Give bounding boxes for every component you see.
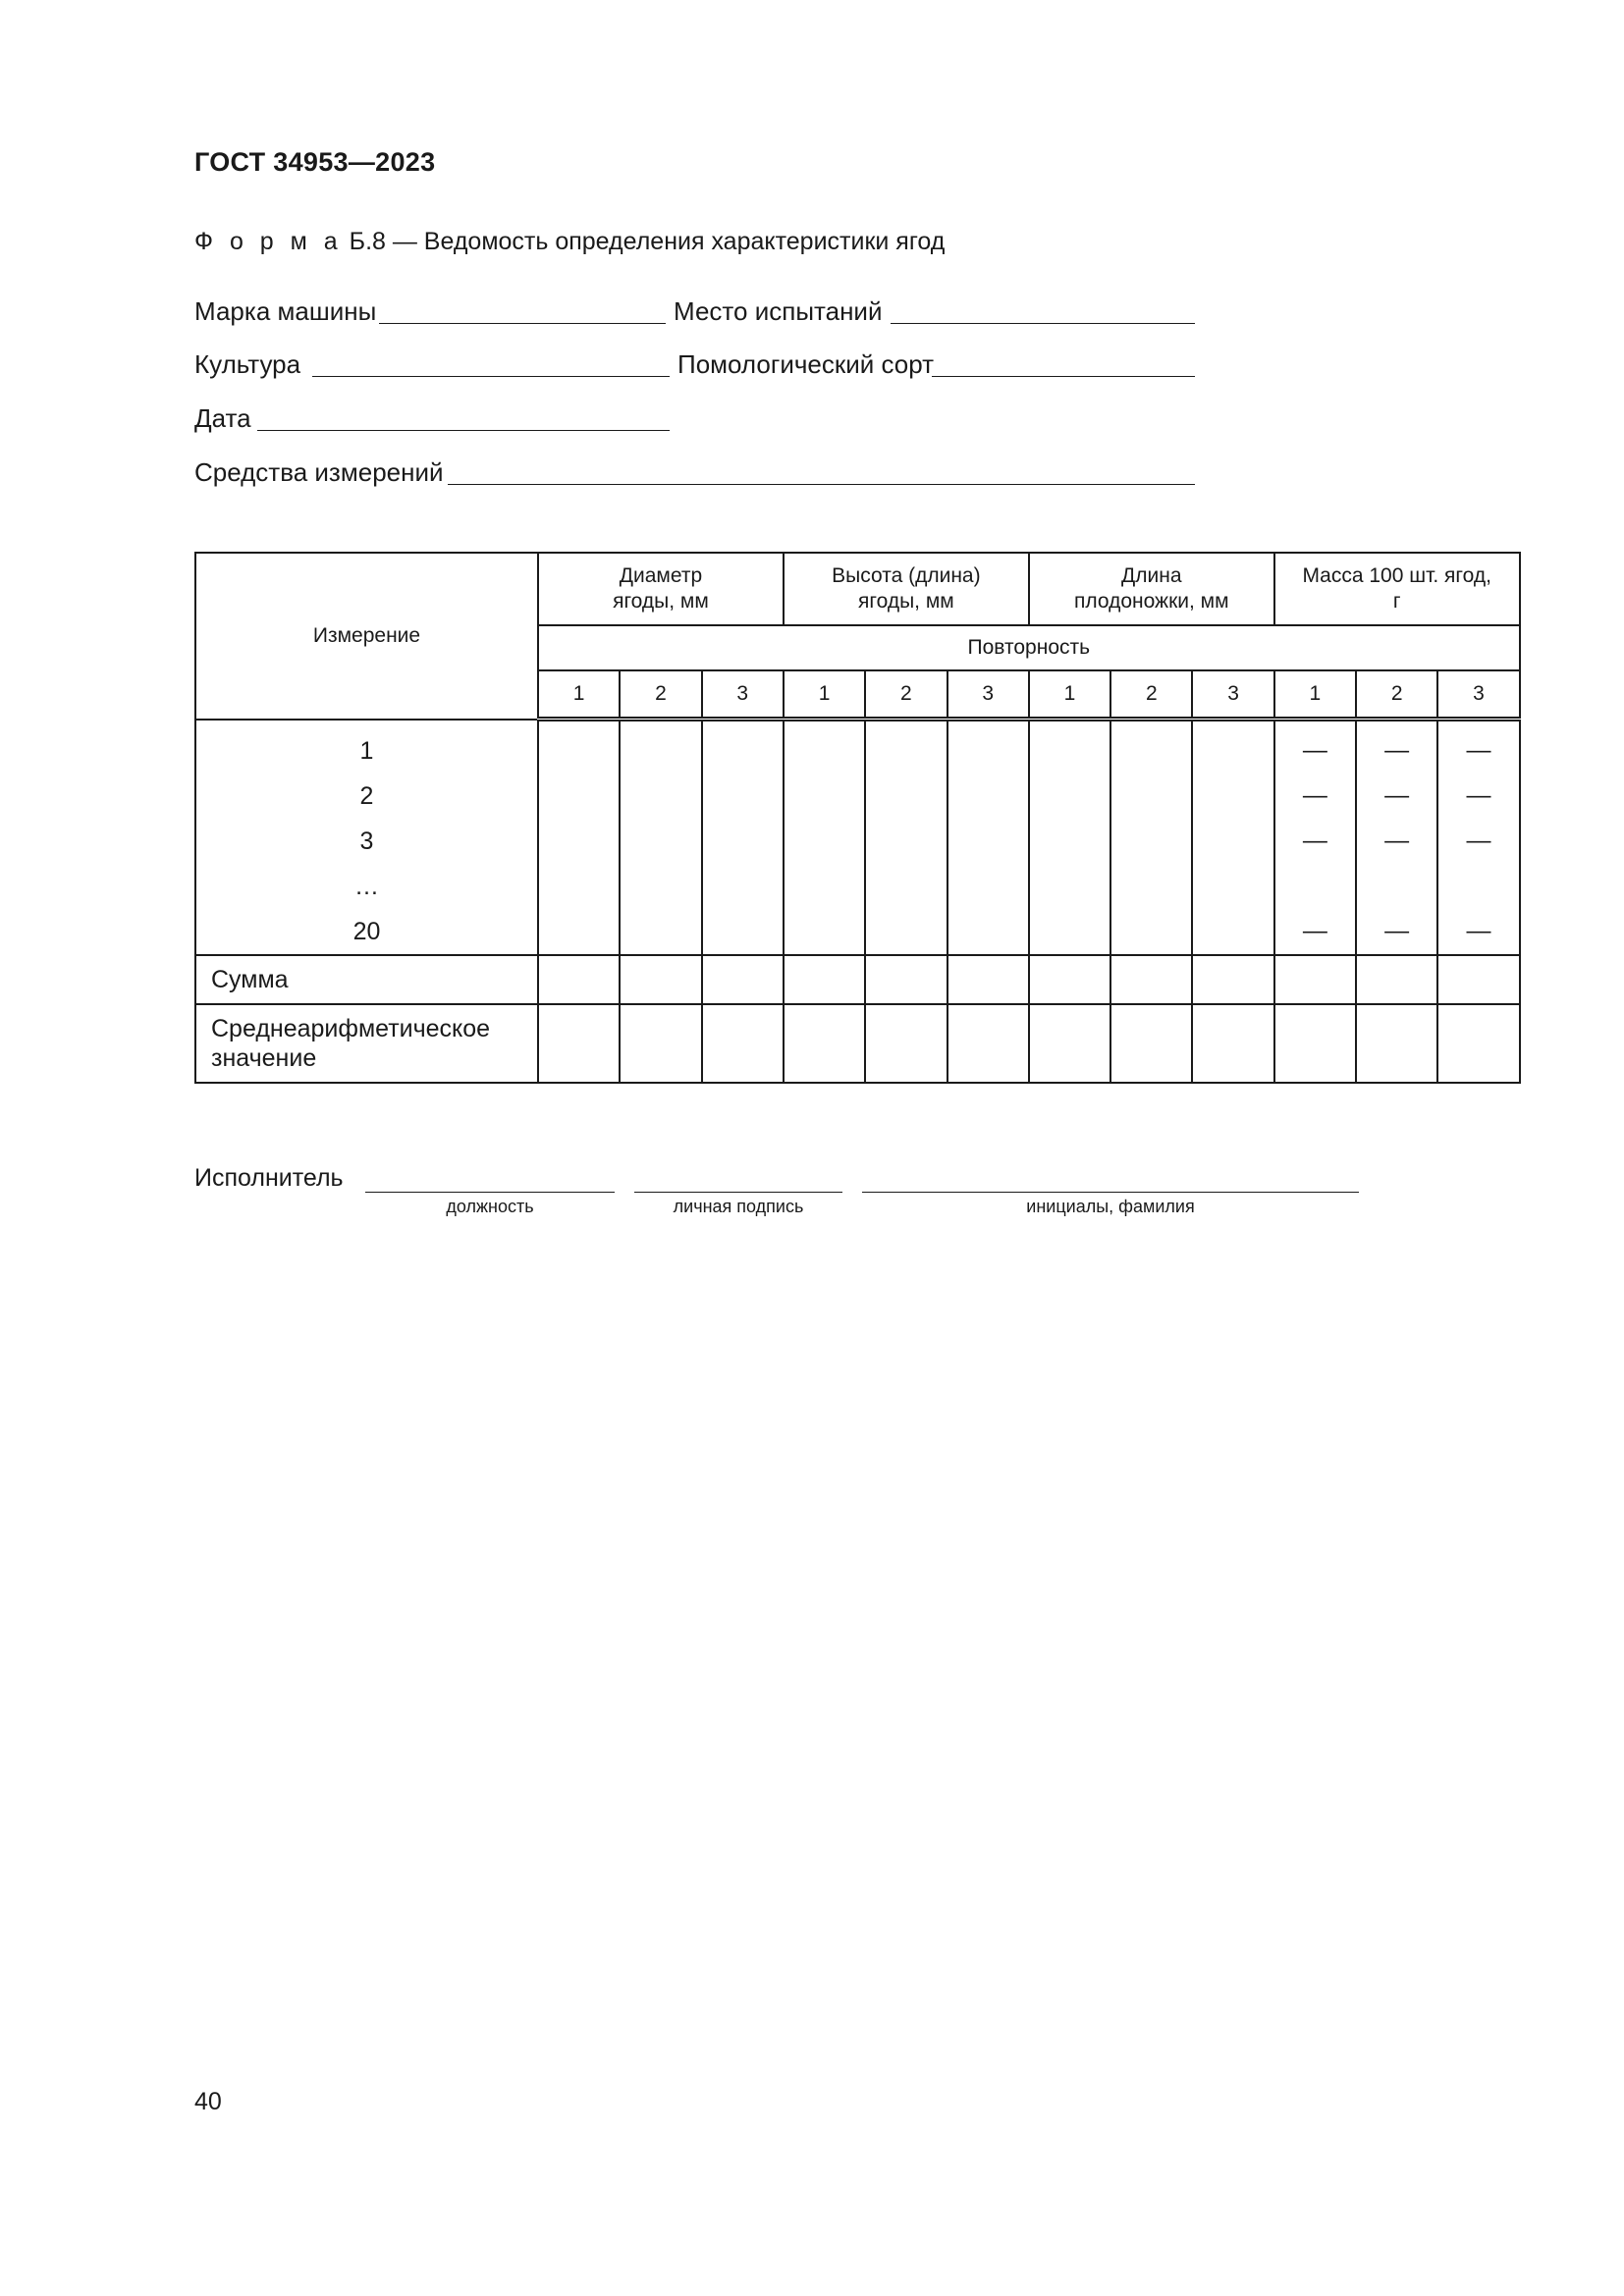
average-label: Среднеарифметическое значение (195, 1004, 538, 1083)
mass-header: Масса 100 шт. ягод, г (1274, 553, 1520, 625)
measurement-index: … (354, 872, 379, 900)
repetition-header: Повторность (538, 625, 1520, 670)
form-title-text: Б.8 — Ведомость определения характеристики ягод (349, 228, 946, 255)
sum-cell[interactable] (1192, 955, 1273, 1004)
rep-number: 3 (702, 670, 784, 720)
date-blank[interactable] (257, 430, 670, 431)
signature-blank[interactable] (634, 1192, 842, 1193)
rep-number: 3 (947, 670, 1029, 720)
culture-label: Культура (194, 349, 301, 379)
rep-number: 1 (1274, 670, 1356, 720)
data-cell[interactable] (947, 720, 1029, 955)
pomological-variety-blank[interactable] (932, 376, 1195, 377)
measuring-tools-label: Средства измерений (194, 457, 444, 487)
average-cell[interactable] (1274, 1004, 1356, 1083)
average-cell[interactable] (620, 1004, 701, 1083)
measurement-index: 2 (359, 781, 374, 810)
position-blank[interactable] (365, 1192, 615, 1193)
culture-blank[interactable] (312, 376, 670, 377)
sum-cell[interactable] (947, 955, 1029, 1004)
data-cell[interactable] (1029, 720, 1110, 955)
mass-dash-cell: — — — — (1274, 720, 1356, 955)
data-cell[interactable] (538, 720, 620, 955)
rep-number: 1 (784, 670, 865, 720)
rep-number: 1 (538, 670, 620, 720)
measurement-index: 3 (359, 827, 374, 855)
sum-cell[interactable] (1274, 955, 1356, 1004)
average-cell[interactable] (865, 1004, 947, 1083)
diameter-header: Диаметр ягоды, мм (538, 553, 784, 625)
average-cell[interactable] (702, 1004, 784, 1083)
sum-cell[interactable] (1029, 955, 1110, 1004)
rep-number: 2 (865, 670, 947, 720)
page-number: 40 (194, 2088, 222, 2115)
sum-cell[interactable] (702, 955, 784, 1004)
machine-brand-blank[interactable] (379, 323, 666, 324)
rep-number: 1 (1029, 670, 1110, 720)
average-cell[interactable] (784, 1004, 865, 1083)
berry-characteristics-table (194, 552, 1521, 1084)
sum-cell[interactable] (865, 955, 947, 1004)
average-cell[interactable] (1437, 1004, 1519, 1083)
data-cell[interactable] (784, 720, 865, 955)
executor-label: Исполнитель (194, 1164, 344, 1192)
average-cell[interactable] (947, 1004, 1029, 1083)
date-label: Дата (194, 403, 251, 433)
data-cell[interactable] (1192, 720, 1273, 955)
average-cell[interactable] (1192, 1004, 1273, 1083)
form-title (194, 228, 945, 256)
name-caption: инициалы, фамилия (1026, 1197, 1195, 1216)
mass-dash-cell: — — — — (1356, 720, 1437, 955)
height-header: Высота (длина) ягоды, мм (784, 553, 1029, 625)
test-place-blank[interactable] (891, 323, 1195, 324)
average-cell[interactable] (1029, 1004, 1110, 1083)
rep-number: 2 (1110, 670, 1192, 720)
position-caption: должность (446, 1197, 534, 1216)
rep-number: 3 (1437, 670, 1519, 720)
average-cell[interactable] (1110, 1004, 1192, 1083)
average-cell[interactable] (1356, 1004, 1437, 1083)
measuring-tools-blank[interactable] (448, 484, 1195, 485)
mass-dash-cell: — — — — (1437, 720, 1519, 955)
form-prefix: Ф о р м а (194, 228, 343, 255)
pomological-variety-label: Помологический сорт (677, 349, 935, 379)
rep-number: 2 (620, 670, 701, 720)
data-cell[interactable] (1110, 720, 1192, 955)
data-cell[interactable] (865, 720, 947, 955)
measurement-index: 1 (359, 736, 374, 765)
sum-cell[interactable] (620, 955, 701, 1004)
document-id: ГОСТ 34953—2023 (194, 147, 436, 177)
measurement-index: 20 (352, 917, 381, 945)
stalk-length-header: Длина плодоножки, мм (1029, 553, 1274, 625)
measurement-header: Измерение (195, 553, 538, 720)
sum-cell[interactable] (1356, 955, 1437, 1004)
data-cell[interactable] (702, 720, 784, 955)
sum-label: Сумма (195, 955, 538, 1004)
sum-cell[interactable] (784, 955, 865, 1004)
test-place-label: Место испытаний (674, 296, 883, 326)
measurement-list (195, 720, 538, 955)
signature-caption: личная подпись (673, 1197, 804, 1216)
name-blank[interactable] (862, 1192, 1359, 1193)
sum-cell[interactable] (538, 955, 620, 1004)
data-cell[interactable] (620, 720, 701, 955)
average-cell[interactable] (538, 1004, 620, 1083)
sum-cell[interactable] (1110, 955, 1192, 1004)
rep-number: 2 (1356, 670, 1437, 720)
machine-brand-label: Марка машины (194, 296, 377, 326)
sum-cell[interactable] (1437, 955, 1519, 1004)
rep-number: 3 (1192, 670, 1273, 720)
